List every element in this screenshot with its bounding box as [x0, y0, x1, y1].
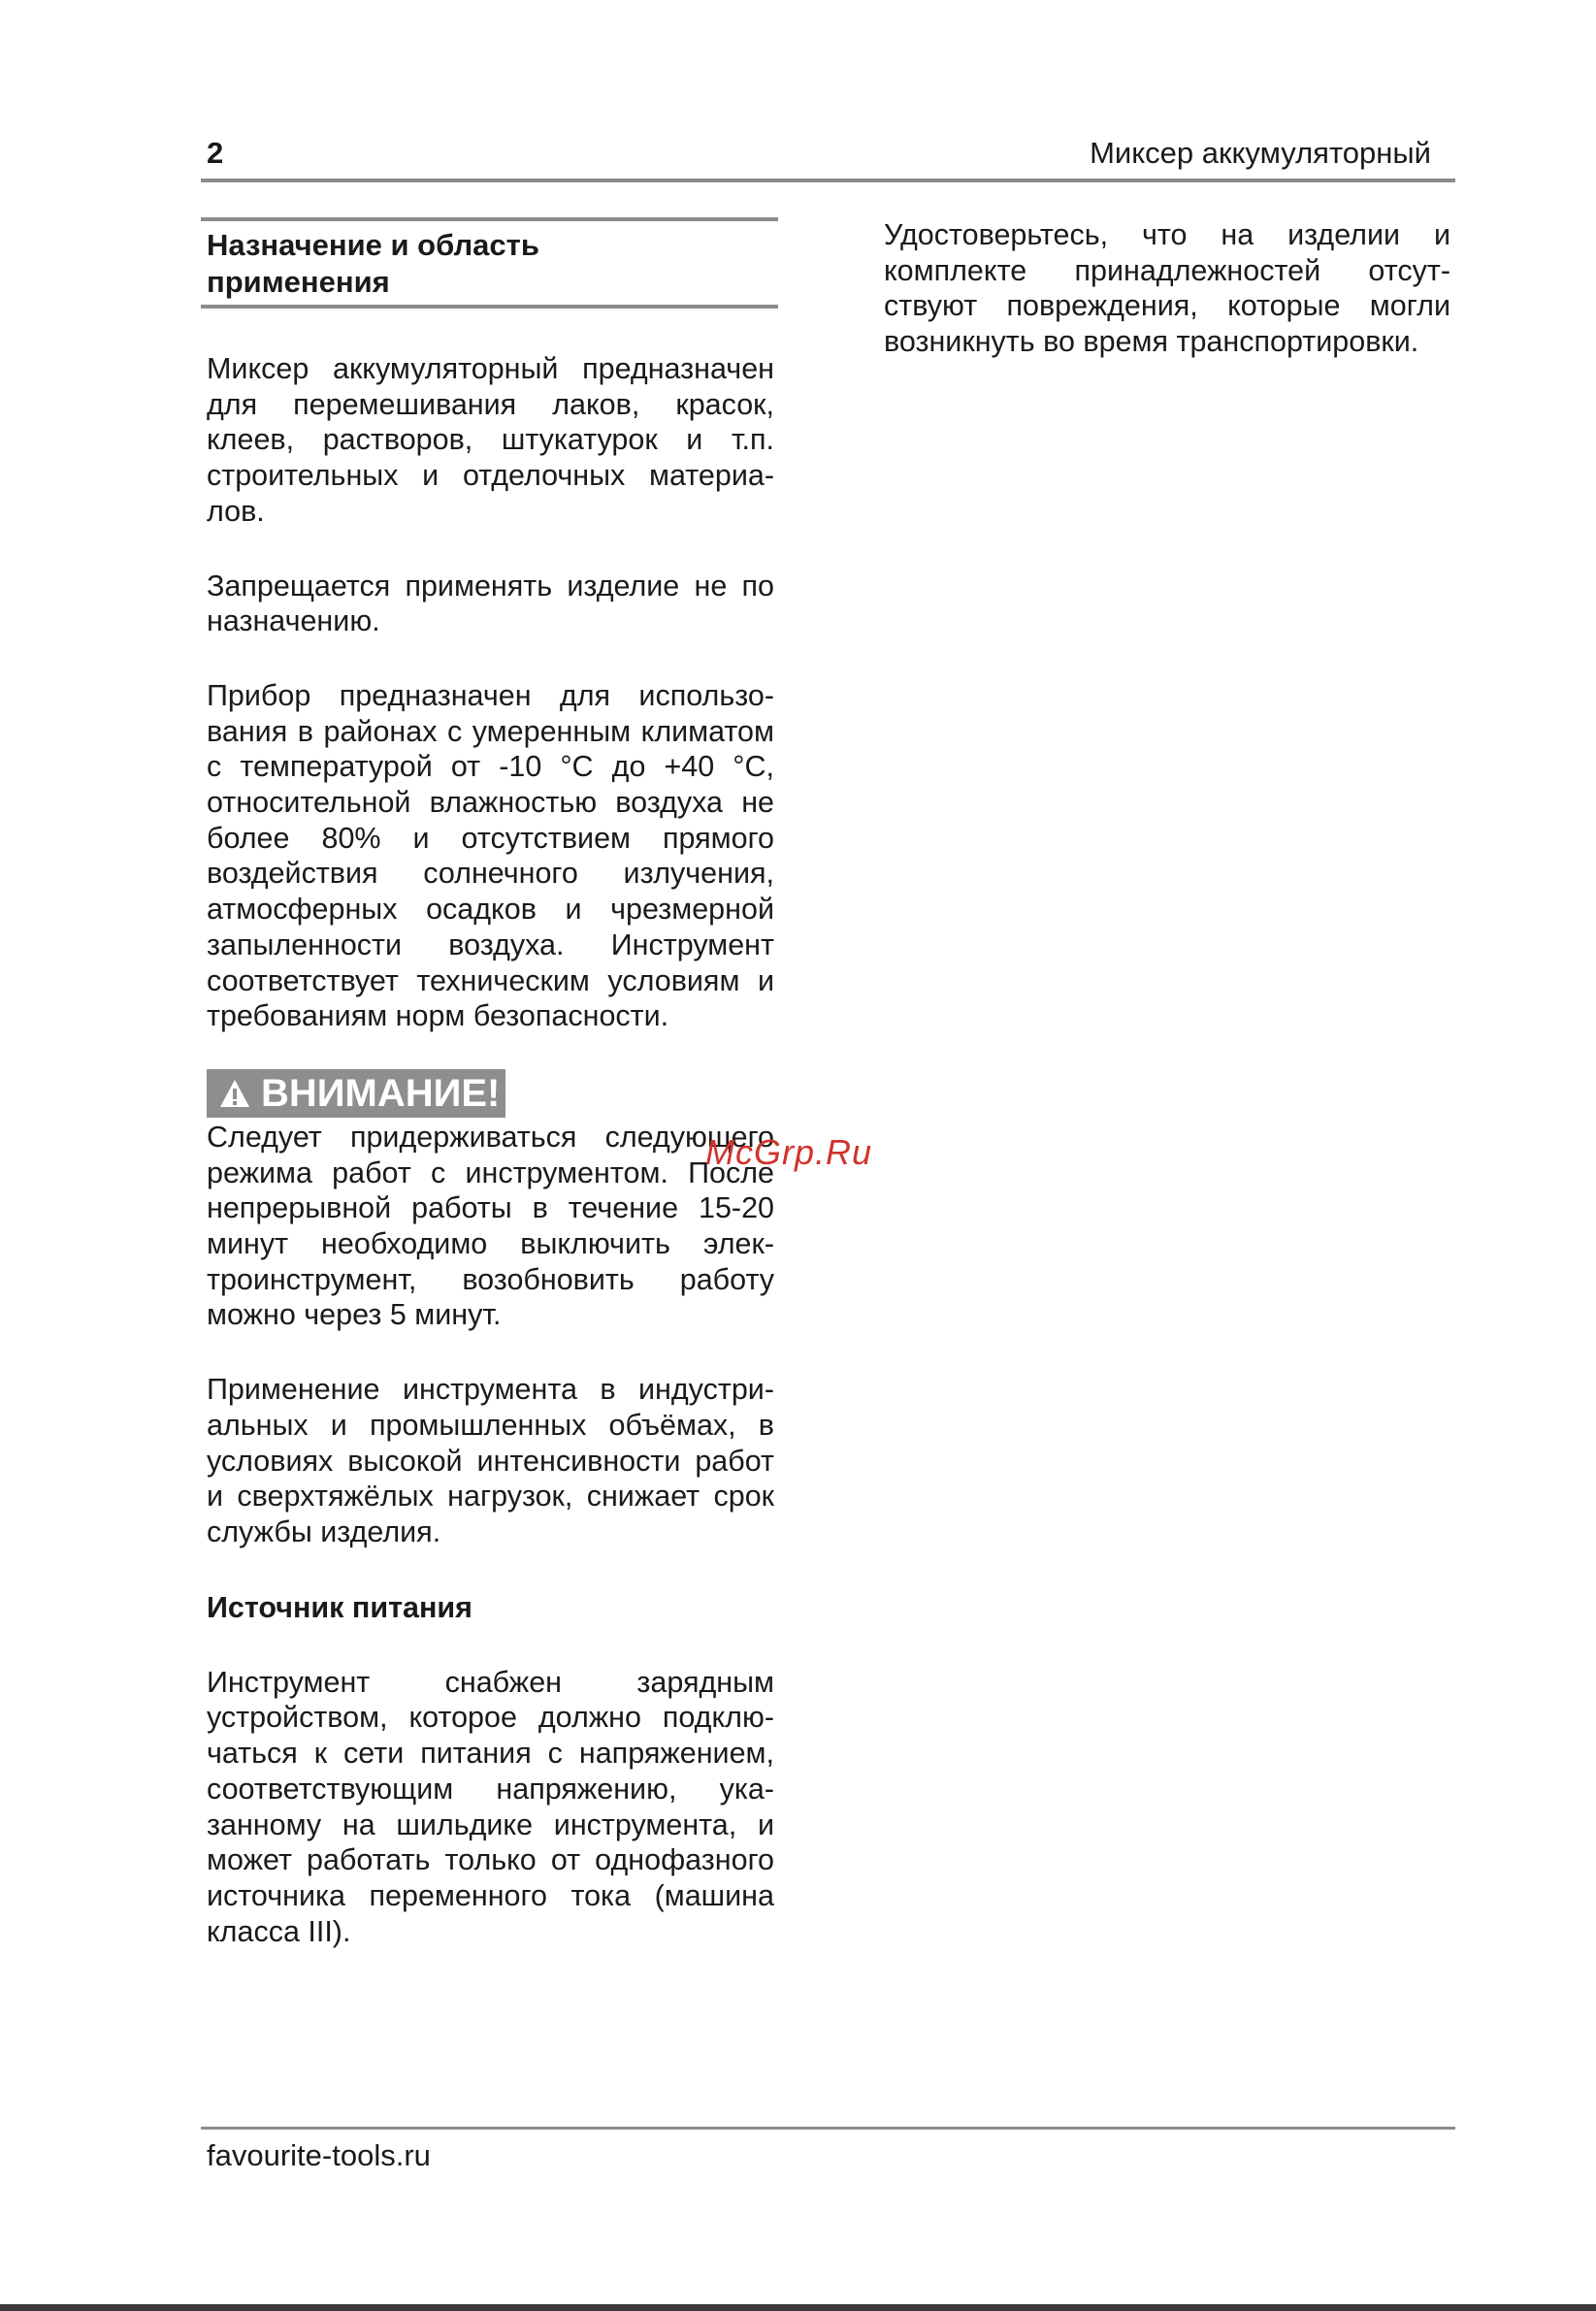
paragraph-power-source: Инструмент снабжен зарядным устройством, которое должно подключаться к сети питания с напряжением, соответствующим напряжению, указанному на шильдике инструмента, и может работать только от однофазного источника переменного тока (машина класса III). — [207, 1665, 774, 1948]
watermark: McGrp.Ru — [705, 1132, 873, 1172]
subheading-power-source: Источник питания — [207, 1590, 472, 1624]
warning-badge — [207, 1069, 505, 1118]
page-number: 2 — [207, 136, 224, 170]
right-column — [884, 217, 1450, 399]
warning-triangle-icon — [218, 1078, 251, 1109]
paragraph-industrial-use: Применение инструмента в индустриальных и промышленных объёмах, в условиях высокой интенсивности работ и сверхтяжёлых нагрузок, снижает срок службы изделия. — [207, 1373, 774, 1548]
warning-label: ВНИМАНИЕ! — [261, 1071, 501, 1115]
footer-website: favourite-tools.ru — [207, 2138, 431, 2172]
section-heading-purpose — [201, 217, 778, 309]
paragraph-work-mode: Следует придерживаться следующего режима работ с инструментом. После непрерывной работы в течение 15-20 минут необходимо выключить электроинструмент, возобновить работу можно через 5 минут. — [207, 1120, 774, 1332]
bottom-edge-band — [0, 2304, 1596, 2311]
section-heading-line-1: Назначение и область — [207, 228, 539, 262]
paragraph-climate: Прибор предназначен для использования в районах с умеренным климатом с температурой от -10 °C до +40 °C, относительной влажностью воздуха не более 80% и отсутствием прямого воздействия солнечного излучения, атмосферных осадков и чрезмерной запыленности воздуха. Инструмент соответствует техническим условиям и требованиям норм безопасности. — [207, 678, 774, 1033]
paragraph-misuse: Запрещается применять изделие не по назначению. — [207, 569, 774, 638]
paragraph-inspection: Удостоверьтесь, что на изделии и комплекте принадлежностей отсутствуют повреждения, которые могли возникнуть во время транспортировки. — [884, 218, 1450, 359]
left-column — [207, 217, 774, 1988]
paragraph-purpose: Миксер аккумуляторный предназначен для перемешивания лаков, красок, клеев, растворов, штукатурок и т.п. строительных и отделочных материалов. — [207, 352, 774, 528]
running-title: Миксер аккумуляторный — [1090, 136, 1431, 170]
footer-rule — [201, 2127, 1455, 2130]
section-heading-line-2: применения — [207, 265, 390, 299]
header-rule — [201, 179, 1455, 182]
